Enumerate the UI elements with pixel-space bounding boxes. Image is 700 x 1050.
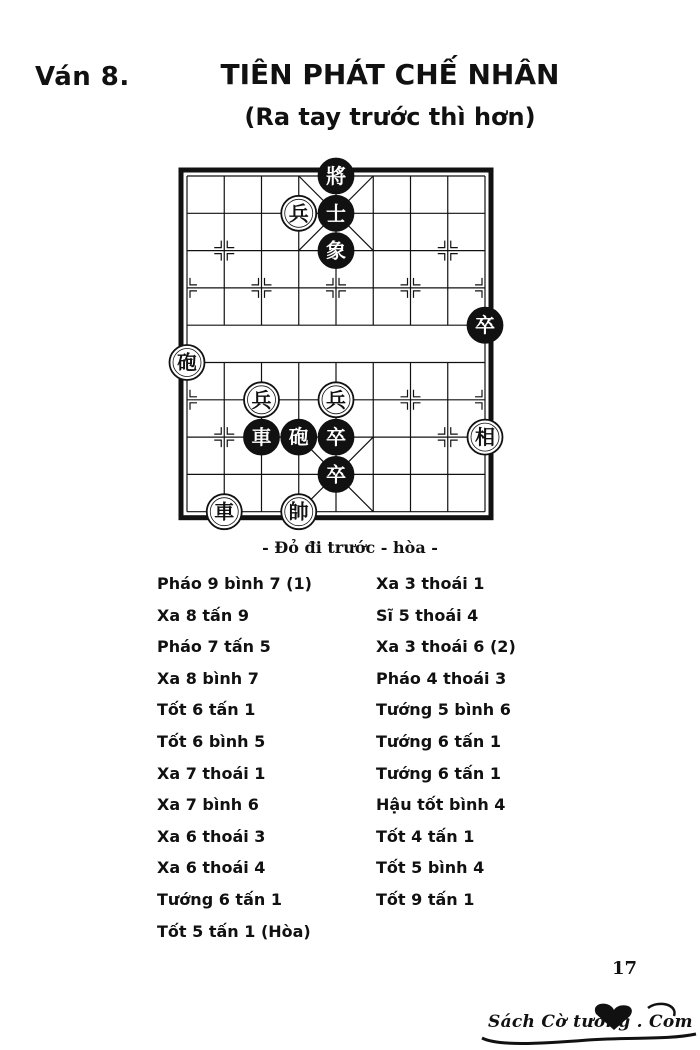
move-item: Xa 7 thoái 1 <box>157 763 266 783</box>
move-item: Xa 7 bình 6 <box>157 795 259 815</box>
move-item: Tướng 6 tấn 1 <box>157 889 282 909</box>
position-marker <box>265 291 272 298</box>
piece-label: 卒 <box>326 425 346 450</box>
position-marker <box>414 403 421 410</box>
position-marker <box>326 278 333 285</box>
position-marker <box>265 278 272 285</box>
move-item: Tướng 6 tấn 1 <box>376 763 501 783</box>
position-marker <box>475 403 482 410</box>
position-marker <box>401 390 408 397</box>
page-number: 17 <box>612 958 638 979</box>
position-marker <box>451 254 458 261</box>
move-item: Tốt 4 tấn 1 <box>376 826 475 846</box>
piece-label: 相 <box>475 425 495 450</box>
position-marker <box>214 241 221 248</box>
move-item: Xa 3 thoái 1 <box>376 574 485 593</box>
piece-label: 將 <box>326 164 346 188</box>
move-item: Xa 6 thoái 4 <box>157 858 266 878</box>
position-marker <box>339 278 346 285</box>
position-marker <box>414 278 421 285</box>
position-marker <box>451 241 458 248</box>
move-item: Pháo 4 thoái 3 <box>376 668 507 688</box>
position-marker <box>339 291 346 298</box>
position-marker <box>438 241 445 248</box>
move-item: Xa 6 thoái 3 <box>157 826 266 846</box>
position-marker <box>190 403 197 410</box>
move-item: Tốt 6 tấn 1 <box>157 700 256 720</box>
move-item: Tốt 5 tấn 1 (Hòa) <box>157 921 311 941</box>
piece-label: 帥 <box>288 499 309 524</box>
piece-label: 卒 <box>326 462 346 487</box>
move-item: Tốt 5 bình 4 <box>376 858 485 878</box>
position-marker <box>252 278 259 285</box>
piece-label: 砲 <box>288 425 309 450</box>
move-item: Pháo 9 bình 7 (1) <box>157 574 312 593</box>
position-marker <box>475 390 482 397</box>
piece-label: 車 <box>251 425 272 450</box>
move-item: Sĩ 5 thoái 4 <box>376 605 479 625</box>
moves-column-left <box>157 572 312 951</box>
position-marker <box>475 278 482 285</box>
position-marker <box>475 291 482 298</box>
move-item: Xa 3 thoái 6 (2) <box>376 637 516 657</box>
position-marker <box>190 390 197 397</box>
position-marker <box>190 291 197 298</box>
position-marker <box>451 427 458 434</box>
position-marker <box>326 291 333 298</box>
position-marker <box>227 254 234 261</box>
position-marker <box>414 291 421 298</box>
position-marker <box>252 291 259 298</box>
position-marker <box>227 241 234 248</box>
position-marker <box>438 427 445 434</box>
move-item: Tốt 6 bình 5 <box>157 731 266 751</box>
position-marker <box>414 390 421 397</box>
board-caption: - Đỏ đi trước - hòa - <box>262 538 438 557</box>
move-item: Tướng 5 bình 6 <box>376 700 511 720</box>
piece-label: 象 <box>326 238 346 263</box>
position-marker <box>214 254 221 261</box>
position-marker <box>401 291 408 298</box>
position-marker <box>451 440 458 447</box>
logo-text: Sách Cờ tướng . Com <box>488 1012 693 1032</box>
position-marker <box>438 440 445 447</box>
moves-column-right <box>376 572 516 920</box>
move-item: Pháo 7 tấn 5 <box>157 637 271 657</box>
piece-label: 兵 <box>288 201 309 226</box>
piece-label: 砲 <box>177 350 197 375</box>
piece-label: 士 <box>326 201 346 226</box>
position-marker <box>190 278 197 285</box>
move-item: Hậu tốt bình 4 <box>376 795 506 815</box>
position-marker <box>214 440 221 447</box>
position-marker <box>214 427 221 434</box>
move-item: Tướng 6 tấn 1 <box>376 731 501 751</box>
piece-label: 卒 <box>475 313 495 338</box>
page-title: TIÊN PHÁT CHẾ NHÂN <box>220 58 560 91</box>
position-marker <box>227 427 234 434</box>
position-marker <box>227 440 234 447</box>
move-item: Tốt 9 tấn 1 <box>376 889 475 909</box>
position-marker <box>401 403 408 410</box>
site-logo <box>478 1000 700 1046</box>
move-item: Xa 8 bình 7 <box>157 668 259 688</box>
move-item: Xa 8 tấn 9 <box>157 605 249 625</box>
piece-label: 兵 <box>251 387 272 412</box>
position-marker <box>438 254 445 261</box>
game-label: Ván 8. <box>35 62 130 92</box>
position-marker <box>401 278 408 285</box>
piece-label: 兵 <box>326 387 346 412</box>
page-subtitle: (Ra tay trước thì hơn) <box>244 103 536 131</box>
piece-label: 車 <box>214 499 235 524</box>
